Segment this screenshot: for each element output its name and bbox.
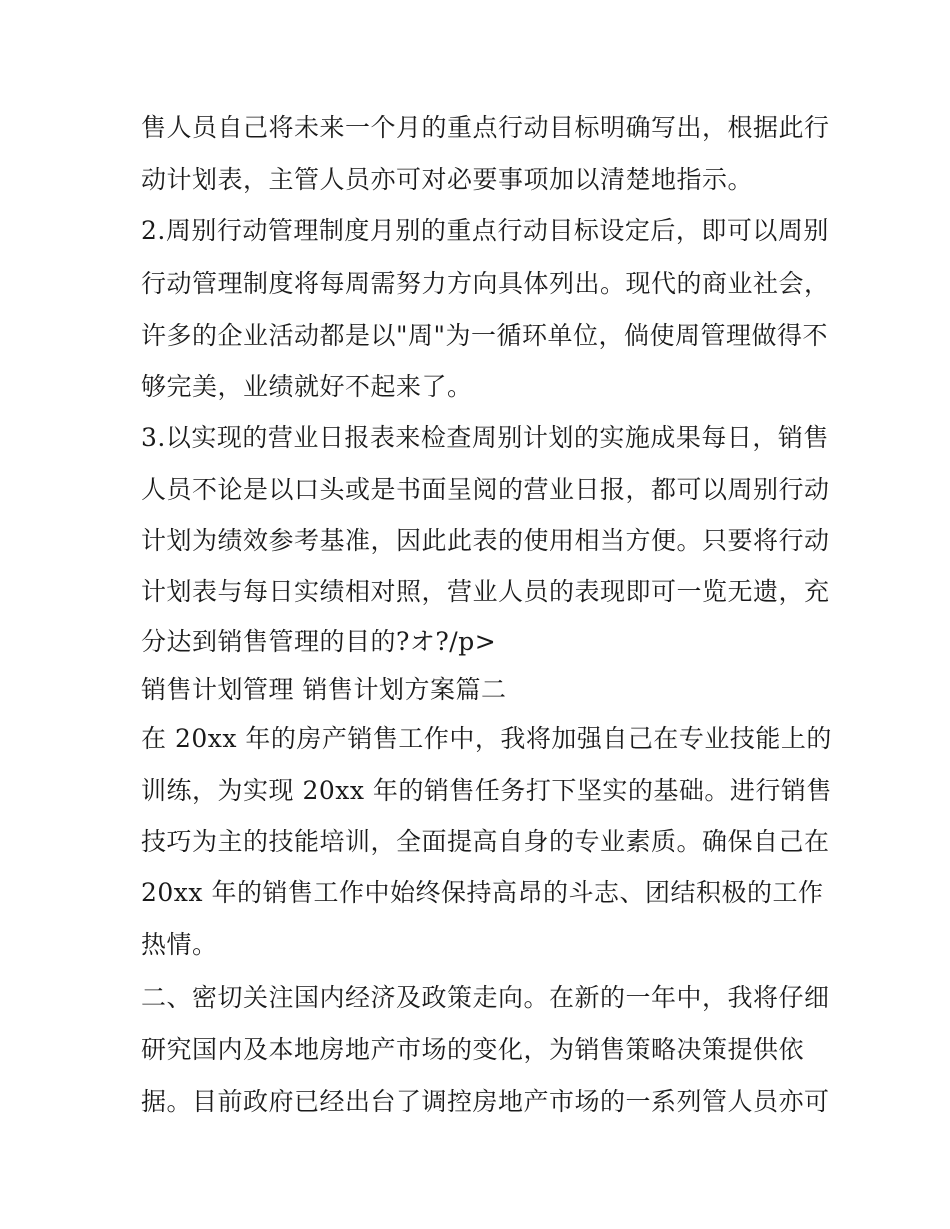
text-line: 售人员自己将未来一个月的重点行动目标明确写出，根据此行 bbox=[141, 113, 830, 142]
text-line: 分达到销售管理的目的?オ?/p> bbox=[141, 627, 497, 656]
text-line: 研究国内及本地房地产市场的变化，为销售策略决策提供依 bbox=[141, 1035, 805, 1064]
text-line: 2.周别行动管理制度月别的重点行动目标设定后，即可以周别 bbox=[141, 216, 829, 245]
text-line: 在 20xx 年的房产销售工作中，我将加强自己在专业技能上的 bbox=[141, 724, 832, 753]
text-line: 技巧为主的技能培训，全面提高自身的专业素质。确保自己在 bbox=[141, 827, 830, 856]
text-line: 够完美，业绩就好不起来了。 bbox=[141, 372, 473, 401]
text-line: 据。目前政府已经出台了调控房地产市场的一系列管人员亦可 bbox=[141, 1087, 830, 1116]
text-line: 许多的企业活动都是以"周"为一循环单位，倘使周管理做得不 bbox=[141, 321, 829, 350]
text-line: 二、密切关注国内经济及政策走向。在新的一年中，我将仔细 bbox=[141, 983, 830, 1012]
text-line: 计划为绩效参考基准，因此此表的使用相当方便。只要将行动 bbox=[141, 526, 830, 555]
text-line: 动计划表，主管人员亦可对必要事项加以清楚地指示。 bbox=[141, 165, 754, 194]
text-line: 行动管理制度将每周需努力方向具体列出。现代的商业社会， bbox=[141, 269, 830, 298]
text-line: 训练，为实现 20xx 年的销售任务打下坚实的基础。进行销售 bbox=[141, 776, 832, 805]
text-line: 3.以实现的营业日报表来检查周别计划的实施成果每日，销售 bbox=[141, 423, 829, 452]
text-line: 热情。 bbox=[141, 930, 218, 959]
text-line: 20xx 年的销售工作中始终保持高昂的斗志、团结积极的工作 bbox=[141, 878, 824, 907]
section-heading: 销售计划管理 销售计划方案篇二 bbox=[141, 675, 507, 704]
text-line: 人员不论是以口头或是书面呈阅的营业日报，都可以周别行动 bbox=[141, 475, 830, 504]
text-line: 计划表与每日实绩相对照，营业人员的表现即可一览无遗，充 bbox=[141, 577, 830, 606]
